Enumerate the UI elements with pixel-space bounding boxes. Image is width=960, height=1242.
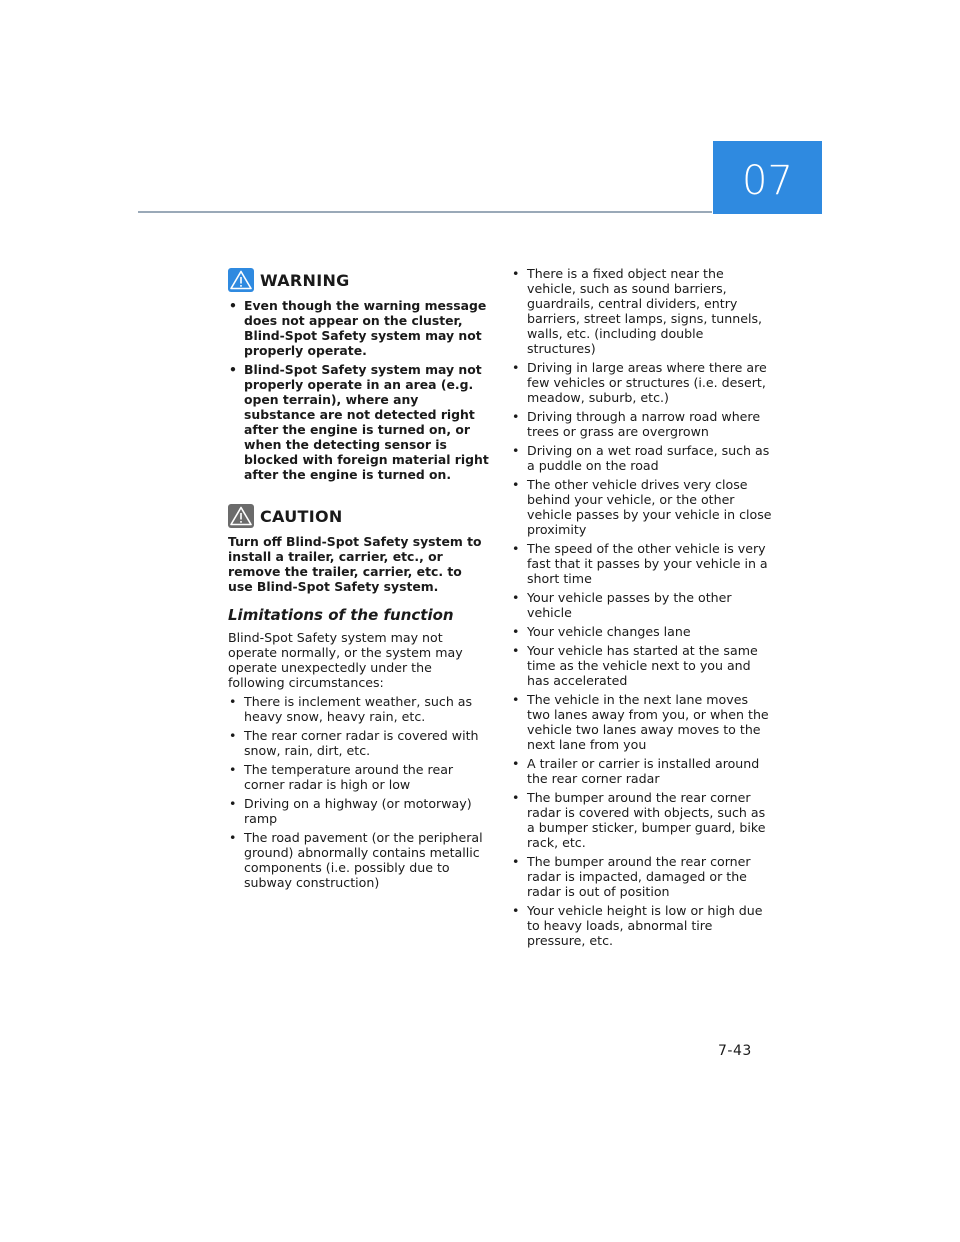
bullet: •: [229, 298, 237, 313]
right-list: [511, 266, 773, 948]
caution-triangle-icon: [228, 504, 254, 528]
caution-header: [228, 504, 490, 528]
list-item-text: There is a fixed object near the vehicle, such as sound barriers, guardrails, central dividers, entry barriers, street lamps, signs, tunnels, walls, etc. (including double structures): [527, 266, 763, 356]
bullet: •: [512, 443, 520, 458]
warning-title: WARNING: [260, 270, 350, 290]
list-item-text: The speed of the other vehicle is very fast that it passes by your vehicle in a short time: [527, 541, 768, 586]
list-item: [511, 903, 773, 948]
list-item-text: Driving in large areas where there are few vehicles or structures (i.e. desert, meadow, suburb, etc.): [527, 360, 767, 405]
warning-header: [228, 268, 490, 292]
list-item-text: Your vehicle has started at the same time as the vehicle next to you and has accelerated: [527, 643, 758, 688]
bullet: •: [512, 266, 520, 281]
list-item-text: The temperature around the rear corner radar is high or low: [244, 762, 454, 792]
caution-text: Turn off Blind-Spot Safety system to install a trailer, carrier, etc., or remove the trailer, carrier, etc. to use Blind-Spot Safety system.: [228, 534, 482, 594]
list-item: [228, 728, 490, 758]
bullet: •: [512, 590, 520, 605]
bullet: •: [512, 409, 520, 424]
bullet: •: [229, 362, 237, 377]
list-item: [511, 266, 773, 356]
list-item: [511, 477, 773, 537]
warning-triangle-icon: [228, 268, 254, 292]
list-item-text: Driving through a narrow road where trees or grass are overgrown: [527, 409, 761, 439]
warning-block: [228, 268, 490, 482]
list-item-text: The rear corner radar is covered with snow, rain, dirt, etc.: [244, 728, 479, 758]
bullet: •: [229, 830, 237, 845]
left-column: [228, 268, 490, 894]
bullet: •: [229, 694, 237, 709]
list-item: [511, 790, 773, 850]
list-item: [511, 590, 773, 620]
list-item: [511, 541, 773, 586]
limitations-list: [228, 694, 490, 890]
right-column: [511, 266, 773, 952]
list-item-text: The vehicle in the next lane moves two lanes away from you, or when the vehicle two lanes away moves to the next lane from you: [527, 692, 769, 752]
list-item: [511, 854, 773, 899]
section-intro: Blind-Spot Safety system may not operate normally, or the system may operate unexpectedly under the following circumstances:: [228, 630, 463, 690]
list-item-text: The other vehicle drives very close behind your vehicle, or the other vehicle passes by your vehicle in close proximity: [527, 477, 772, 537]
warning-list: [228, 298, 490, 482]
caution-title: CAUTION: [260, 506, 343, 526]
bullet: •: [229, 728, 237, 743]
list-item: [511, 692, 773, 752]
list-item: [511, 360, 773, 405]
header-rule: [138, 211, 712, 213]
list-item: [511, 643, 773, 688]
page-number: 7-43: [718, 1043, 752, 1059]
list-item: [228, 796, 490, 826]
list-item-text: Blind-Spot Safety system may not properly operate in an area (e.g. open terrain), where any substance are not detected right after the engine is turned on, or when the detecting sensor is blocked with foreign material right after the engine is turned on.: [244, 362, 489, 482]
bullet: •: [512, 477, 520, 492]
list-item-text: Driving on a highway (or motorway) ramp: [244, 796, 472, 826]
bullet: •: [512, 541, 520, 556]
bullet: •: [229, 762, 237, 777]
bullet: •: [512, 692, 520, 707]
caution-block: [228, 504, 490, 594]
list-item: [511, 443, 773, 473]
chapter-tab: 07: [713, 141, 822, 214]
list-item-text: Driving on a wet road surface, such as a puddle on the road: [527, 443, 770, 473]
list-item-text: Your vehicle height is low or high due to heavy loads, abnormal tire pressure, etc.: [527, 903, 763, 948]
bullet: •: [512, 790, 520, 805]
list-item-text: Even though the warning message does not appear on the cluster, Blind-Spot Safety system may not properly operate.: [244, 298, 487, 358]
list-item-text: The road pavement (or the peripheral ground) abnormally contains metallic components (i.e. possibly due to subway construction): [244, 830, 483, 890]
list-item-text: There is inclement weather, such as heavy snow, heavy rain, etc.: [244, 694, 473, 724]
list-item: [511, 624, 773, 639]
list-item-text: The bumper around the rear corner radar is covered with objects, such as a bumper sticker, bumper guard, bike rack, etc.: [527, 790, 766, 850]
list-item-text: A trailer or carrier is installed around the rear corner radar: [527, 756, 760, 786]
bullet: •: [512, 624, 520, 639]
list-item-text: The bumper around the rear corner radar is impacted, damaged or the radar is out of position: [527, 854, 751, 899]
list-item: [228, 830, 490, 890]
bullet: •: [512, 903, 520, 918]
list-item: [511, 409, 773, 439]
bullet: •: [512, 360, 520, 375]
list-item: [228, 762, 490, 792]
bullet: •: [512, 756, 520, 771]
list-item: [228, 298, 490, 358]
list-item-text: Your vehicle changes lane: [527, 624, 691, 639]
bullet: •: [229, 796, 237, 811]
list-item: [228, 694, 490, 724]
list-item: [228, 362, 490, 482]
bullet: •: [512, 854, 520, 869]
section-heading: Limitations of the function: [228, 606, 454, 624]
bullet: •: [512, 643, 520, 658]
list-item: [511, 756, 773, 786]
list-item-text: Your vehicle passes by the other vehicle: [527, 590, 732, 620]
